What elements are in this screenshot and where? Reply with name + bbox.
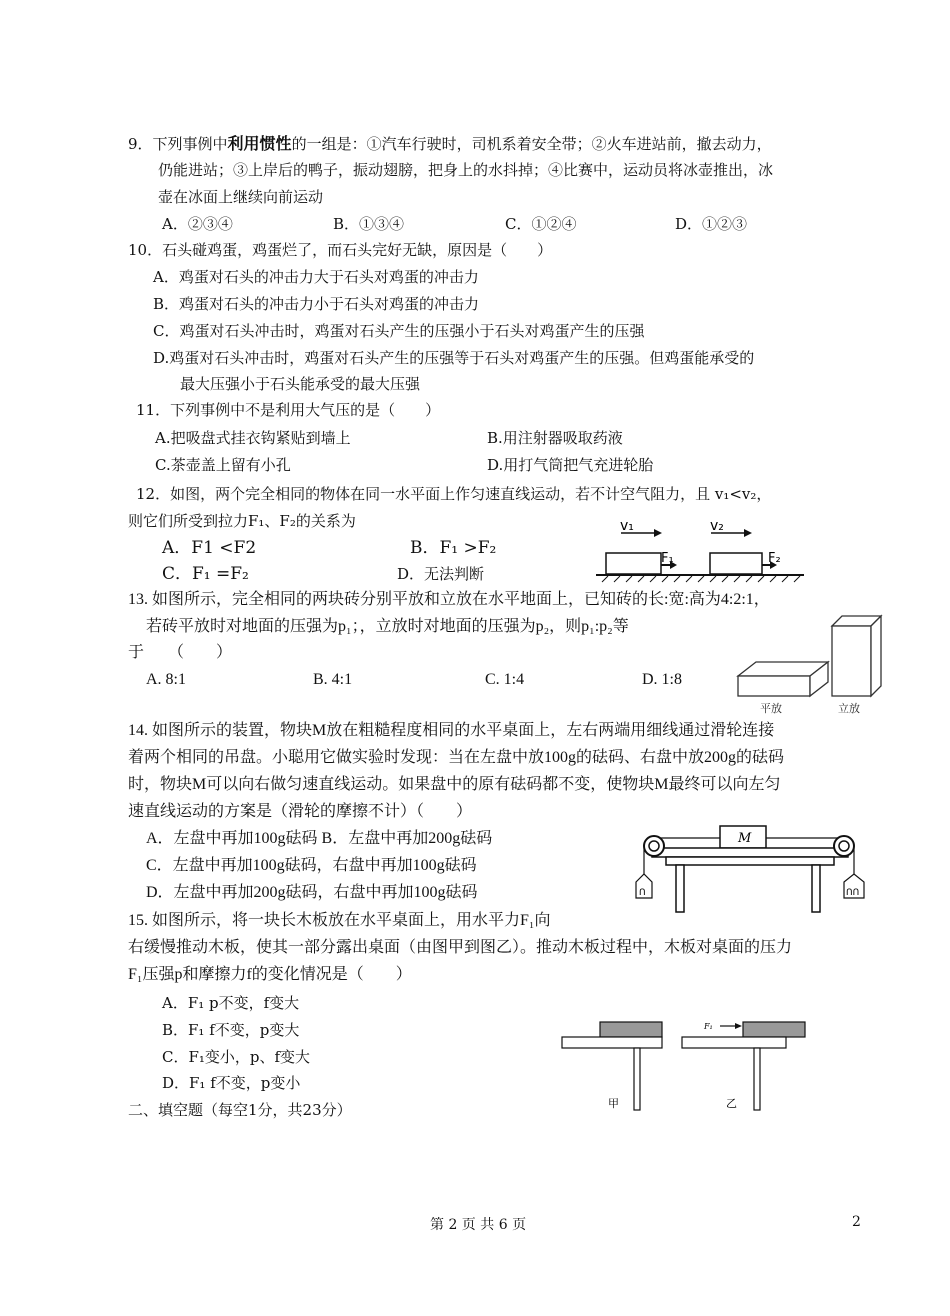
section-2-heading: 二、填空题（每空1分，共23分）: [128, 1101, 352, 1119]
q13-option-a: A. 8:1: [146, 671, 186, 688]
q13-stem-line2: 若砖平放时对地面的压强为p₁；，立放时对地面的压强为p₂，则p₁:p₂等: [146, 618, 629, 635]
q15-fig-label-jia: 甲: [608, 1097, 619, 1110]
q13-fig-label-upright: 立放: [838, 702, 860, 715]
q9-option-c: C．①②④: [505, 215, 577, 233]
svg-text:ᑎ: ᑎ: [639, 888, 646, 898]
q13-fig-label-flat: 平放: [760, 702, 782, 715]
q12-stem-line1: 12．如图，两个完全相同的物体在同一水平面上作匀速直线运动，若不计空气阻力，且 v₁<v₂，: [136, 485, 772, 503]
q12-fig-block-1: [606, 553, 661, 574]
q14-stem-line3: 时，物块M可以向右做匀速直线运动。如果盘中的原有砝码都不变，使物块M最终可以向左匀: [128, 776, 781, 793]
footer-page-number: 2: [852, 1214, 861, 1230]
q11-stem: 11．下列事例中不是利用大气压的是（ ）: [136, 401, 441, 419]
q9-option-d: D．①②③: [675, 215, 748, 233]
q14-option-c: C．左盘中再加100g砝码，右盘中再加100g砝码: [146, 857, 477, 874]
q15-fig-table-top-jia: [562, 1037, 662, 1048]
q12-stem-line2: 则它们所受到拉力F₁、F₂的关系为: [128, 512, 356, 530]
q15-option-a: A．F₁ p不变，f变大: [162, 994, 300, 1012]
q9-stem-line1: 9．下列事例中利用惯性的一组是：①汽车行驶时，司机系着安全带；②火车进站前，撤去动力，: [128, 134, 772, 153]
q13-stem-line3: 于 （ ）: [128, 644, 233, 661]
q12-fig-f1: F₁: [661, 551, 674, 566]
q14-stem-line2: 着两个相同的吊盘。小聪用它做实验时发现：当在左盘中放100g的砝码、右盘中放200g的砝码: [128, 749, 785, 766]
q14-figure: [630, 822, 870, 914]
q11-option-d: D.用打气筒把气充进轮胎: [487, 456, 654, 474]
q15-fig-table-top-yi: [682, 1037, 786, 1048]
q10-option-d: D.鸡蛋对石头冲击时，鸡蛋对石头产生的压强等于石头对鸡蛋产生的压强。但鸡蛋能承受的: [153, 349, 755, 367]
q15-option-c: C．F₁变小，p、f变大: [162, 1048, 311, 1066]
q13-stem-line1: 13. 如图所示，完全相同的两块砖分别平放和立放在水平地面上，已知砖的长:宽:高为4:2:1，: [128, 591, 770, 608]
q15-fig-board-jia: [600, 1022, 662, 1037]
q15-figure: [558, 1015, 808, 1115]
q9-option-a: A．②③④: [162, 215, 233, 233]
q13-figure: [734, 612, 894, 718]
q14-option-ab: A．左盘中再加100g砝码 B．左盘中再加200g砝码: [146, 830, 493, 847]
q9-stem-line3: 壶在冰面上继续向前运动: [158, 188, 324, 206]
q10-option-a: A．鸡蛋对石头的冲击力大于石头对鸡蛋的冲击力: [153, 268, 479, 286]
footer-page-info: 第 2 页 共 6 页: [430, 1217, 527, 1233]
q15-stem-line2: 右缓慢推动木板，使其一部分露出桌面（由图甲到图乙）。推动木板过程中，木板对桌面的压力: [128, 939, 793, 956]
q9-option-b: B．①③④: [333, 215, 405, 233]
q10-option-b: B．鸡蛋对石头的冲击力小于石头对鸡蛋的冲击力: [153, 295, 480, 313]
q15-stem-line1: 15. 如图所示，将一块长木板放在水平桌面上，用水平力F₁向: [128, 912, 551, 929]
q15-option-d: D．F₁ f不变，p变小: [162, 1074, 301, 1092]
q12-option-d: D．无法判断: [397, 565, 485, 583]
q12-fig-f2: F₂: [768, 551, 781, 566]
q12-option-b: B．F₁ >F₂: [410, 538, 497, 558]
q12-fig-v1: v₁: [620, 518, 634, 534]
q15-fig-label-f1: F₁: [704, 1022, 713, 1031]
q12-option-a: A．F1 <F2: [162, 538, 257, 558]
q15-option-b: B．F₁ f不变，p变大: [162, 1021, 300, 1039]
q14-stem-line1: 14. 如图所示的装置，物块M放在粗糙程度相同的水平桌面上，左右两端用细线通过滑轮连接: [128, 722, 775, 739]
q13-option-b: B. 4:1: [313, 671, 353, 688]
q15-fig-label-yi: 乙: [726, 1097, 737, 1110]
q13-option-d: D. 1:8: [642, 671, 682, 688]
q15-stem-line3: F₁压强p和摩擦力f的变化情况是（ ）: [128, 966, 412, 983]
q14-fig-label-m: M: [738, 831, 752, 846]
q10-option-d-cont: 最大压强小于石头能承受的最大压强: [180, 375, 421, 393]
q15-fig-board-yi: [743, 1022, 805, 1037]
q12-fig-v2: v₂: [710, 518, 724, 534]
q9-emphasis: 利用惯性: [227, 134, 292, 153]
q9-stem-line2: 仍能进站；③上岸后的鸭子，振动翅膀，把身上的水抖掉；④比赛中，运动员将冰壶推出，冰: [158, 161, 774, 179]
q14-stem-line4: 速直线运动的方案是（滑轮的摩擦不计）（ ）: [128, 803, 473, 820]
q12-figure: [594, 518, 819, 584]
svg-text:ᑎᑎ: ᑎᑎ: [846, 888, 860, 898]
q10-stem: 10．石头碰鸡蛋，鸡蛋烂了，而石头完好无缺，原因是（ ）: [128, 241, 553, 259]
q14-option-d: D．左盘中再加200g砝码，右盘中再加100g砝码: [146, 884, 478, 901]
q11-option-c: C.茶壶盖上留有小孔: [155, 456, 291, 474]
q12-option-c: C．F₁ =F₂: [162, 564, 249, 584]
q10-option-c: C．鸡蛋对石头冲击时，鸡蛋对石头产生的压强小于石头对鸡蛋产生的压强: [153, 322, 645, 340]
q13-option-c: C. 1:4: [485, 671, 525, 688]
q11-option-a: A.把吸盘式挂衣钩紧贴到墙上: [155, 429, 351, 447]
q12-fig-block-2: [710, 553, 762, 574]
q11-option-b: B.用注射器吸取药液: [487, 429, 623, 447]
